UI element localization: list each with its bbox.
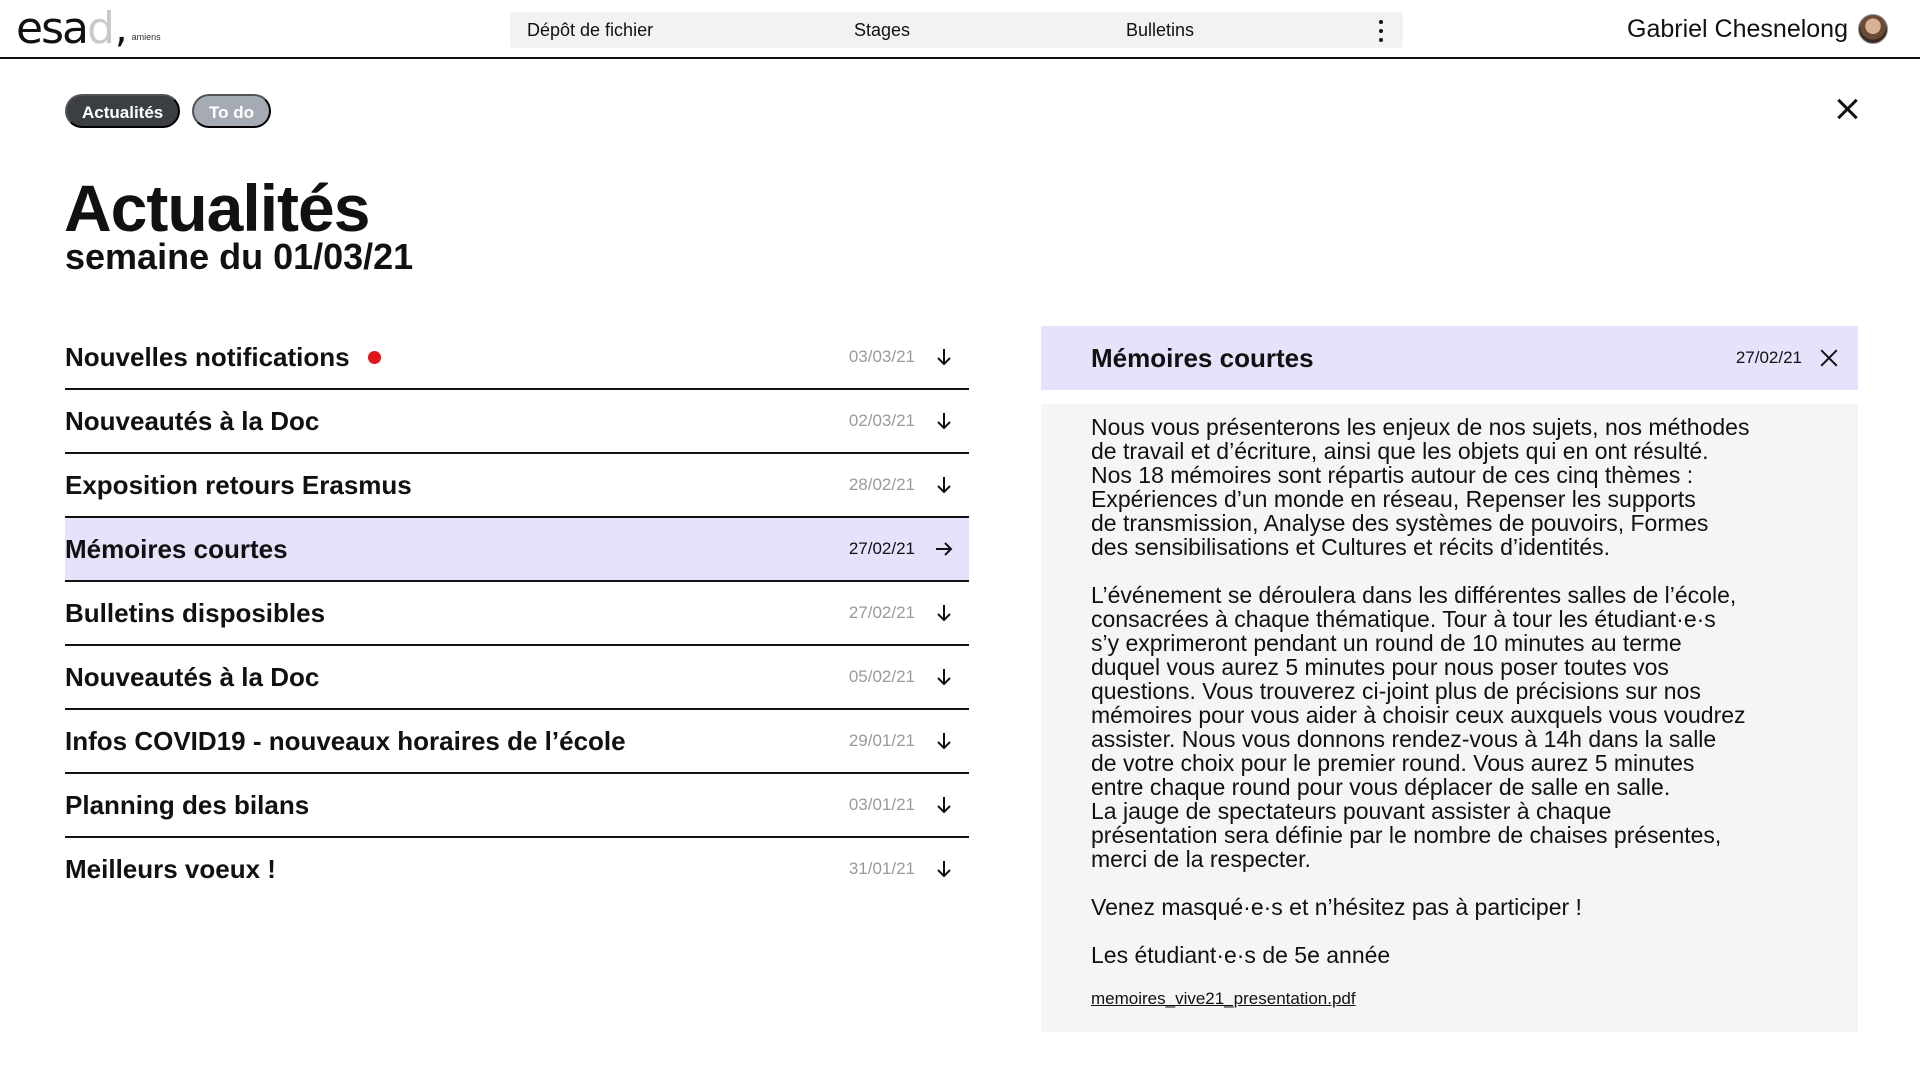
detail-text-line: consacrées à chaque thématique. Tour à tour les étudiant·e·s	[1091, 606, 1716, 632]
news-item-date: 29/01/21	[848, 731, 915, 750]
news-item-title: Nouveautés à la Doc	[65, 406, 320, 436]
detail-header	[1041, 326, 1858, 390]
news-item[interactable]	[65, 582, 969, 646]
arrow-down-icon	[935, 730, 953, 752]
avatar[interactable]	[1858, 14, 1888, 44]
detail-text-line: de transmission, Analyse des systèmes de pouvoirs, Formes	[1091, 510, 1709, 536]
unread-dot-icon	[368, 351, 381, 364]
detail-text-line: entre chaque round pour vous déplacer de salle en salle.	[1091, 774, 1671, 800]
detail-text-line: de votre choix pour le premier round. Vous aurez 5 minutes	[1091, 750, 1695, 776]
logo-city: amiens	[131, 32, 161, 42]
news-item-title: Nouveautés à la Doc	[65, 662, 320, 692]
detail-date: 27/02/21	[1735, 348, 1802, 367]
nav-item-stages[interactable]: Stages	[854, 20, 911, 40]
detail-text-line: présentation sera définie par le nombre de chaises présentes,	[1091, 822, 1722, 848]
detail-text-line: L’événement se déroulera dans les différentes salles de l’école,	[1091, 582, 1737, 608]
logo-text-mid: a	[62, 3, 87, 54]
news-item[interactable]	[65, 710, 969, 774]
detail-text-line: des sensibilisations et Cultures et récits d’identités.	[1091, 534, 1611, 560]
user-menu[interactable]	[1627, 11, 1888, 47]
news-item[interactable]	[65, 518, 969, 582]
detail-paragraph	[1091, 415, 1808, 559]
logo-text-main: es	[16, 3, 62, 54]
top-bar	[0, 0, 1920, 59]
page-subtitle: semaine du 01/03/21	[65, 236, 414, 277]
nav-item-bulletins[interactable]: Bulletins	[1126, 20, 1195, 40]
news-item-title: Planning des bilans	[65, 790, 310, 820]
close-icon[interactable]	[1820, 349, 1838, 367]
detail-text-line: s’y exprimeront pendant un round de 10 minutes au terme	[1091, 630, 1682, 656]
news-item-date: 03/01/21	[848, 795, 915, 814]
detail-text-line: La jauge de spectateurs pouvant assister à chaque	[1091, 798, 1612, 824]
news-item[interactable]	[65, 774, 969, 838]
logo-comma: ,	[114, 6, 126, 52]
page-title: Actualités	[64, 171, 370, 245]
arrow-down-icon	[935, 602, 953, 624]
news-item-title: Bulletins disposibles	[65, 598, 326, 628]
arrow-down-icon	[935, 858, 953, 880]
arrow-right-icon	[935, 538, 953, 560]
vertical-ellipsis-icon[interactable]	[1378, 20, 1384, 42]
logo-wordmark	[16, 3, 113, 54]
detail-text-line: Nos 18 mémoires sont répartis autour de ces cinq thèmes :	[1091, 462, 1694, 488]
news-item-title: Meilleurs voeux !	[65, 854, 276, 884]
news-item-title: Mémoires courtes	[65, 534, 288, 564]
user-name: Gabriel Chesnelong	[1627, 14, 1848, 43]
news-item-date: 02/03/21	[848, 411, 915, 430]
news-item-date: 03/03/21	[848, 347, 915, 366]
detail-paragraph	[1091, 583, 1808, 871]
news-item[interactable]	[65, 454, 969, 518]
news-item-date: 27/02/21	[848, 603, 915, 622]
arrow-down-icon	[935, 794, 953, 816]
news-item[interactable]	[65, 326, 969, 390]
detail-body	[1041, 404, 1858, 1032]
arrow-down-icon	[935, 410, 953, 432]
close-icon[interactable]	[1836, 98, 1858, 120]
detail-text-line: mémoires pour vous aider à choisir ceux auxquels vous voudrez	[1091, 702, 1746, 728]
news-item-date: 31/01/21	[848, 859, 915, 878]
detail-title: Mémoires courtes	[1091, 343, 1314, 373]
news-item[interactable]	[65, 390, 969, 454]
detail-text-line: assister. Nous vous donnons rendez-vous à 14h dans la salle	[1091, 726, 1717, 752]
detail-text-line: Venez masqué·e·s et n’hésitez pas à participer !	[1091, 894, 1582, 920]
arrow-down-icon	[935, 474, 953, 496]
detail-paragraph	[1091, 943, 1808, 967]
detail-text-line: Expériences d’un monde en réseau, Repenser les supports	[1091, 486, 1696, 512]
detail-text-line: Les étudiant·e·s de 5e année	[1091, 942, 1391, 968]
detail-text-line: duquel vous aurez 5 minutes pour nous poser toutes vos	[1091, 654, 1669, 680]
news-item-date: 27/02/21	[848, 539, 915, 558]
tab-actualites[interactable]: Actualités	[65, 94, 180, 128]
news-item-title: Infos COVID19 - nouveaux horaires de l’école	[65, 726, 626, 756]
news-item[interactable]	[65, 838, 969, 902]
detail-text-line: questions. Vous trouverez ci-joint plus de précisions sur nos	[1091, 678, 1701, 704]
arrow-down-icon	[935, 346, 953, 368]
attachment-link[interactable]: memoires_vive21_presentation.pdf	[1091, 989, 1356, 1008]
esad-logo[interactable]	[16, 4, 161, 52]
main-nav	[510, 12, 1403, 48]
news-list	[65, 326, 969, 902]
detail-text-line: de travail et d’écriture, ainsi que les objets qui en ont résulté.	[1091, 438, 1709, 464]
detail-text-line: Nous vous présenterons les enjeux de nos sujets, nos méthodes	[1091, 414, 1750, 440]
logo-text-faded: d	[86, 3, 113, 54]
news-item[interactable]	[65, 646, 969, 710]
news-item-date: 28/02/21	[848, 475, 915, 494]
tab-to-do[interactable]: To do	[192, 94, 271, 128]
news-item-title: Exposition retours Erasmus	[65, 470, 412, 500]
detail-paragraph	[1091, 895, 1808, 919]
news-item-date: 05/02/21	[848, 667, 915, 686]
nav-item-depot-fichier[interactable]: Dépôt de fichier	[527, 20, 654, 40]
detail-text-line: merci de la respecter.	[1091, 846, 1311, 872]
arrow-down-icon	[935, 666, 953, 688]
news-item-title: Nouvelles notifications	[65, 326, 381, 388]
